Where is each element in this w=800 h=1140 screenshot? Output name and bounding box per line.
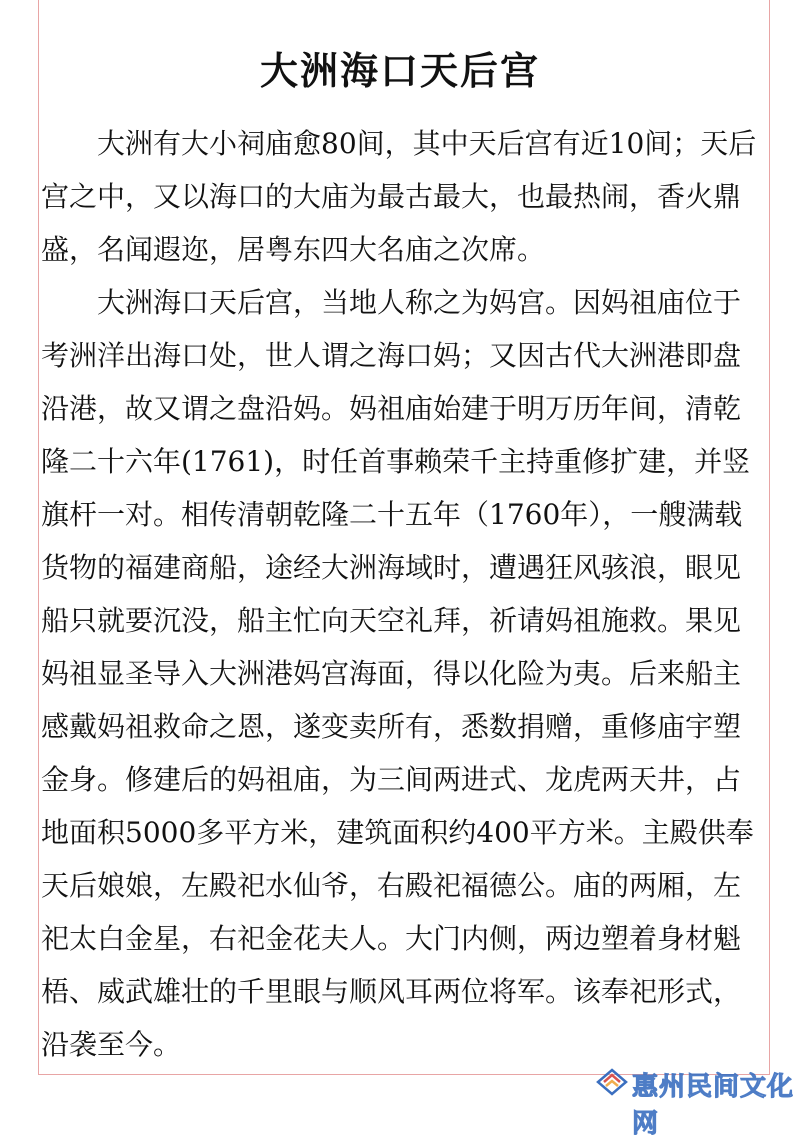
text-line: 祀太白金星，右祀金花夫人。大门内侧，两边塑着身材魁 [41,922,742,955]
article-body [41,126,771,1080]
text-line: 感戴妈祖救命之恩，遂变卖所有，悉数捐赠，重修庙宇塑 [41,710,742,743]
text-line: 宫之中，又以海口的大庙为最古最大，也最热闹，香火鼎 [41,180,742,213]
folk-culture-logo-icon [596,1068,628,1096]
text-line: 隆二十六年(1761)，时任首事赖荣千主持重修扩建，并竖 [41,445,751,478]
text-line: 旗杆一对。相传清朝乾隆二十五年（1760年），一艘满载 [41,498,743,531]
text-line: 大洲有大小祠庙愈80间，其中天后宫有近10间；天后 [41,127,757,160]
text-line: 天后娘娘，左殿祀水仙爷，右殿祀福德公。庙的两厢，左 [41,869,742,902]
text-line: 货物的福建商船，途经大洲海域时，遭遇狂风骇浪，眼见 [41,551,742,584]
text-line: 妈祖显圣导入大洲港妈宫海面，得以化险为夷。后来船主 [41,657,742,690]
text-line: 梧、威武雄壮的千里眼与顺风耳两位将军。该奉祀形式， [41,975,742,1008]
site-watermark [596,1064,796,1139]
text-line: 沿袭至今。 [41,1028,182,1061]
text-line: 金身。修建后的妈祖庙，为三间两进式、龙虎两天井，占 [41,763,742,796]
text-line: 船只就要沉没，船主忙向天空礼拜，祈请妈祖施救。果见 [41,604,742,637]
text-line: 沿港，故又谓之盘沿妈。妈祖庙始建于明万历年间，清乾 [41,392,742,425]
page-title: 大洲海口天后宫 [259,49,540,93]
text-line: 考洲洋出海口处，世人谓之海口妈；又因古代大洲港即盘 [41,339,742,372]
text-line: 盛，名闻遐迩，居粤东四大名庙之次席。 [41,233,546,266]
watermark-text: 惠州民间文化网 [632,1072,795,1139]
text-line: 大洲海口天后宫，当地人称之为妈宫。因妈祖庙位于 [41,286,742,319]
page-frame-left [38,0,39,1075]
text-line: 地面积5000多平方米，建筑面积约400平方米。主殿供奉 [41,816,754,849]
